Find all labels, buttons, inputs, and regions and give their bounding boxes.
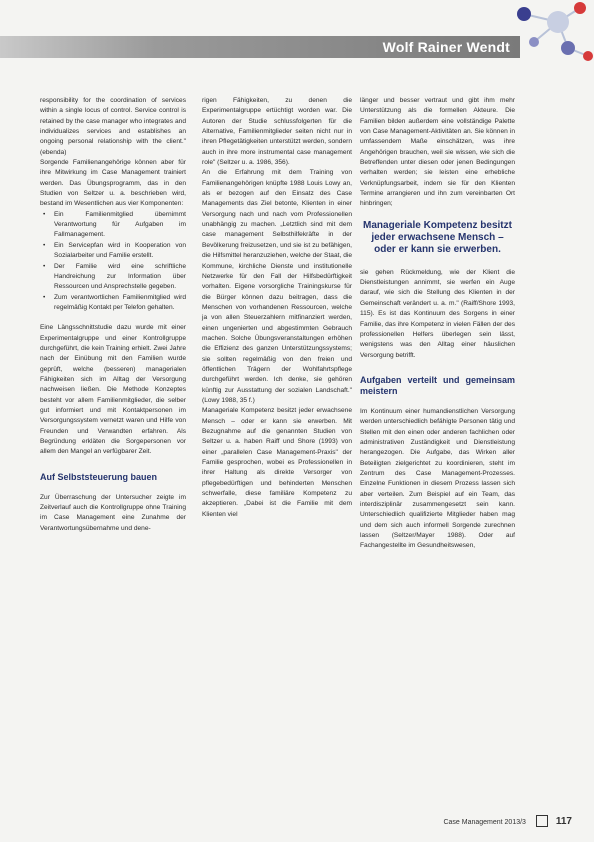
paragraph: Sorgende Familienangehörige können aber für ihre Mitwirkung im Case Management trainiert werden. Das Übungsprogramm, das in den Studien von Seltzer u. a. beschrieben wird, bestand im Wesentlichen aus vier Komponenten: (40, 159, 186, 208)
paragraph: responsibility for the coordination of services within a single locus of control. Service control is retained by the case manager who integrates and individualizes services and establishes an ongoing personal relationship with the client." (ebenda) (40, 97, 186, 156)
journal-logo-icon (536, 815, 548, 827)
bullet-list (40, 210, 186, 313)
list-item: • Der Familie wird eine schriftliche Handreichung zur Information über Ressourcen und Ansprechstelle gegeben. (54, 262, 186, 293)
paragraph: Zur Überraschung der Untersucher zeigte im Zeitverlauf auch die Kontrollgruppe ohne Training im Case Management eine Zunahme der Verantwortungsübernahme und dene- (40, 493, 186, 532)
paragraph: sie gehen Rückmeldung, wie der Klient die Dienstleistungen annimmt, sie werfen ein Auge darauf, wie sich die Stellung des Klienten in der Gemeinschaft verändert u. a. m." (Raiff/Shore 1993, 115). Es ist das Kontinuum des Sorgens in einer Familie, das ihre Kompetenz in vielen Fällen der des professionellen Helfers überlegen sein lässt, wenigstens was den Alltag einer häuslichen Versorgung betrifft. (360, 268, 515, 359)
list-item: • Zum verantwortlichen Familienmitglied wird regelmäßig Kontakt per Telefon gehalten. (54, 293, 186, 314)
paragraph: An die Erfahrung mit dem Training von Familienangehörigen knüpfte 1988 Louis Lowy an, als er bezogen auf den Einsatz des Case Managements das Ziel betonte, Klienten in einer Versorgung nach und nach vom Professionellen unabhängig zu machen. „Letztlich sind mit dem case management Selbsthilfekräfte in der Bevölkerung freizusetzen, und sie ist zu befähigen, die Hilfsmittel heranzuziehen, welche der Staat, die Kommune, kirchliche Dienste und institutionelle Netzwerke für den Fall der Hilfsbedürftigkeit vorhalten. Eigene vorsorgliche Trainingskurse für die Bürger können dazu beitragen, dass die Menschen von vorhandenen Ressourcen, welche ja von allen Steuerzahlern mitfinanziert werden, einen ungenierten und abgestimmten Gebrauch machen. Solche Übungsveranstaltungen erhöhen die Effizienz des ganzen Unterstützungssystems; sie sollten regelmäßig von den freien und öffentlichen Trägern der Wohlfahrtspflege durchgeführt werden. Ich denke, sie gehören künftig zur Ausstattung der sozialen Landschaft." (Lowy 1988, 35 f.) (202, 169, 352, 404)
column-2 (202, 96, 352, 520)
list-item: • Ein Servicepfan wird in Kooperation von Sozialarbeiter und Familie erstellt. (54, 241, 186, 262)
paragraph: länger und besser vertraut und gibt ihm mehr Unterstützung als die formellen Akteure. Die Familien bilden außerdem eine vollständige Palette von Case Management-Aktivitäten an. Sie können in umfassendem Maße einschätzen, was ihre Angehörigen brauchen, weil sie wissen, wie sich die Betreffenden unter diesen oder jenen Bedingungen verhalten werden; sie leisten eine erhebliche Verknüpfungsarbeit, indem sie für den Klienten Termine arrangieren und ihn zum vereinbarten Ort hinbringen; (360, 97, 515, 208)
paragraph: rigen Fähigkeiten, zu denen die Experimentalgruppe ertüchtigt worden war. Die Autoren der Studie schlussfolgerten für die Alternative, Familienmitglieder seiten nicht nur in ihren Pflegetätigkeiten unterstützt werden, sondern auch in ihre more instrumental case management role" (Seltzer u. a. 1986, 356). (202, 97, 352, 167)
section-heading: Auf Selbststeuerung bauen (40, 471, 158, 482)
paragraph: Eine Längsschnittstudie dazu wurde mit einer Experimentalgruppe und einer Kontrollgruppe durchgeführt, die kein Training erhielt. Zwei Jahre nach der Einübung mit den Familien wurde geprüft, welche (besseren) managerialen Fähigkeiten sich im Alltag der Versorgung nachweisen ließen. Die Methode Konzeptes besteht vor allem Familienmitglieder, die selber gut informiert und mit Kontaktpersonen im Versorgungssystem vernetzt waren und Hilfe von Freunden und Verwandten erfahren. Als Begründung erkläten die Sorgepersonen vor allem den Mangel an verfügbarer Zeit. (40, 324, 186, 456)
list-item: • Ein Familienmitglied übernimmt Verantwortung für Aufgaben im Fallmanagement. (54, 210, 186, 241)
column-1 (40, 96, 186, 534)
section-heading: Aufgaben verteilt und gemeinsam meistern (360, 374, 515, 396)
molecule-graphic (510, 0, 594, 70)
journal-name: Case Management 2013/3 (443, 819, 526, 826)
author-name: Wolf Rainer Wendt (382, 39, 510, 55)
paragraph: Im Kontinuum einer humandienstlichen Versorgung werden unterschiedlich befähigte Personen tätig und Stellen mit den einen oder anderen fachlichen oder administrativen Zuständigkeit und Dienstleistung herangezogen. Die Aufgabe, das Wirken aller Beteiligten zielgerichtet zu koordinieren, steht im Zentrum des Case Management-Prozesses. Einzelne Funktionen in diesem Prozess lassen sich aber verteilen. Zum Beispiel auf ein Team, das interdisziplinär zusammengesetzt sein kann. Unterschiedlich qualifizierte Mitglieder haben mag und dem sich auch informell Sorgende zurechnen lassen (Seltzer/Mayer 1988). Oder auf Fachangestellte im Gesundheitswesen, (360, 407, 515, 550)
pull-quote: Manageriale Kompetenz besitzt jeder erwachsene Mensch – oder er kann sie erwerben. (363, 219, 512, 255)
paragraph: Manageriale Kompetenz besitzt jeder erwachsene Mensch – oder er kann sie erwerben. Mit Bezugnahme auf die genannten Studien von Seltzer u. a. haben Raiff und Shore (1993) von einer „parallelen Case Management-Praxis" der Familie gesprochen, wobei es Professionellen in ihrer Haltung als direkte Versorger von pflegebedürftigen und behinderten Menschen schwerfalle, diese familiäre Kompetenz zu akzeptieren. „Dabei ist die Familie mit dem Klienten viel (202, 407, 352, 518)
column-3 (360, 96, 515, 552)
page-number: 117 (555, 816, 572, 827)
page-footer (443, 816, 572, 828)
